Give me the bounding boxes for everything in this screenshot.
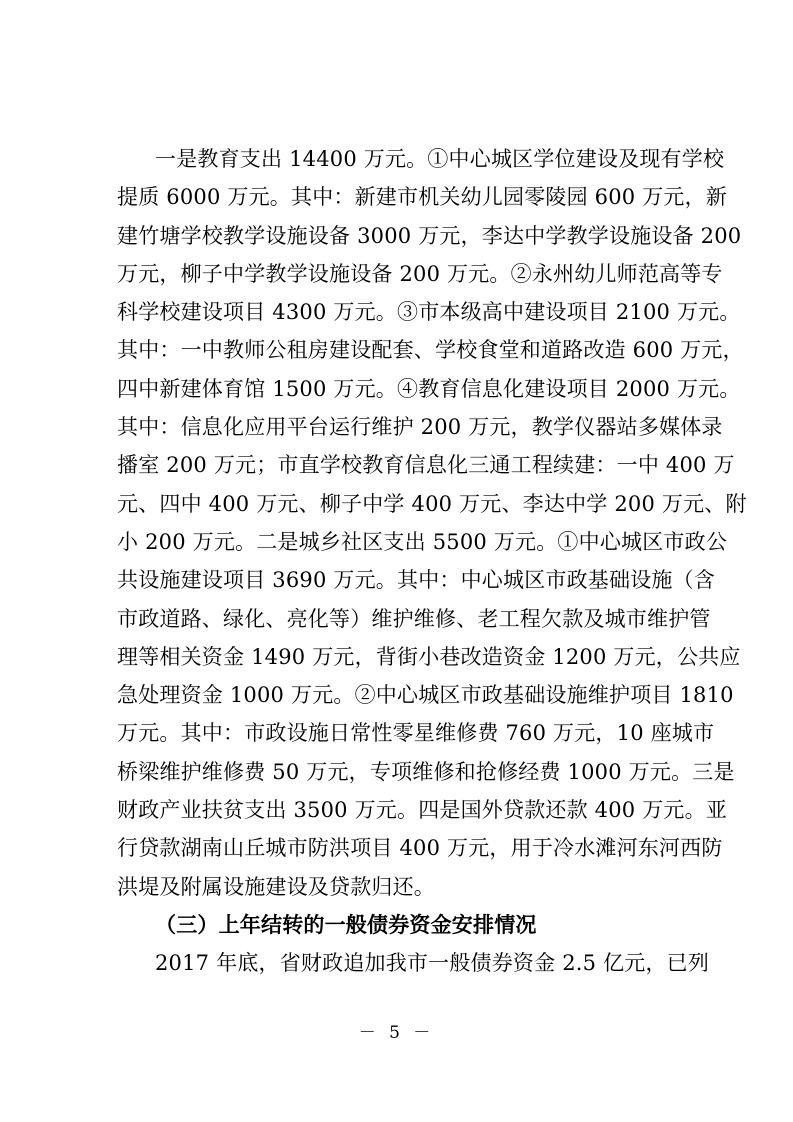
paragraph-line: 财政产业扶贫支出 3500 万元。四是国外贷款还款 400 万元。亚 — [117, 798, 728, 823]
paragraph-line: 提质 6000 万元。其中：新建市机关幼儿园零陵园 600 万元，新 — [117, 185, 728, 210]
paragraph-line: 行贷款湖南山丘城市防洪项目 400 万元，用于冷水滩河东河西防 — [117, 836, 723, 861]
paragraph-line: 桥梁维护维修费 50 万元，专项维修和抢修经费 1000 万元。三是 — [117, 759, 735, 784]
paragraph-line: 洪堤及附属设施建设及贷款归还。 — [117, 874, 435, 899]
paragraph-line: 急处理资金 1000 万元。②中心城区市政基础设施维护项目 1810 — [117, 683, 734, 708]
paragraph-line: 共设施建设项目 3690 万元。其中：中心城区市政基础设施（含 — [117, 568, 715, 593]
paragraph-line: 万元，柳子中学教学设施设备 200 万元。②永州幼儿师范高等专 — [117, 261, 723, 286]
paragraph-line: 元、四中 400 万元、柳子中学 400 万元、李达中学 200 万元、附 — [117, 491, 747, 516]
paragraph-line: 科学校建设项目 4300 万元。③市本级高中建设项目 2100 万元。 — [117, 300, 741, 325]
paragraph-line: 一是教育支出 14400 万元。①中心城区学位建设及现有学校 — [155, 147, 725, 171]
page-number: － 5 － — [358, 1023, 435, 1043]
paragraph-line: 其中：一中教师公租房建设配套、学校食堂和道路改造 600 万元， — [117, 338, 744, 363]
section-heading: （三）上年结转的一般债券资金安排情况 — [155, 911, 537, 937]
paragraph-line: 四中新建体育馆 1500 万元。④教育信息化建设项目 2000 万元。 — [117, 376, 741, 401]
paragraph-line: 小 200 万元。二是城乡社区支出 5500 万元。①中心城区市政公 — [117, 529, 728, 554]
paragraph-line: 理等相关资金 1490 万元，背街小巷改造资金 1200 万元，公共应 — [117, 644, 741, 669]
paragraph-line: 万元。其中：市政设施日常性零星维修费 760 万元，10 座城市 — [117, 721, 715, 746]
paragraph-line: 市政道路、绿化、亮化等）维护维修、老工程欠款及城市维护管 — [117, 606, 711, 631]
document-body — [117, 140, 747, 983]
paragraph-line: 播室 200 万元；市直学校教育信息化三通工程续建：一中 400 万 — [117, 453, 735, 478]
paragraph-line: 2017 年底，省财政追加我市一般债券资金 2.5 亿元，已列 — [155, 951, 710, 976]
paragraph-line: 建竹塘学校教学设施设备 3000 万元，李达中学教学设施设备 200 — [117, 223, 742, 248]
paragraph-line: 其中：信息化应用平台运行维护 200 万元，教学仪器站多媒体录 — [117, 415, 723, 440]
